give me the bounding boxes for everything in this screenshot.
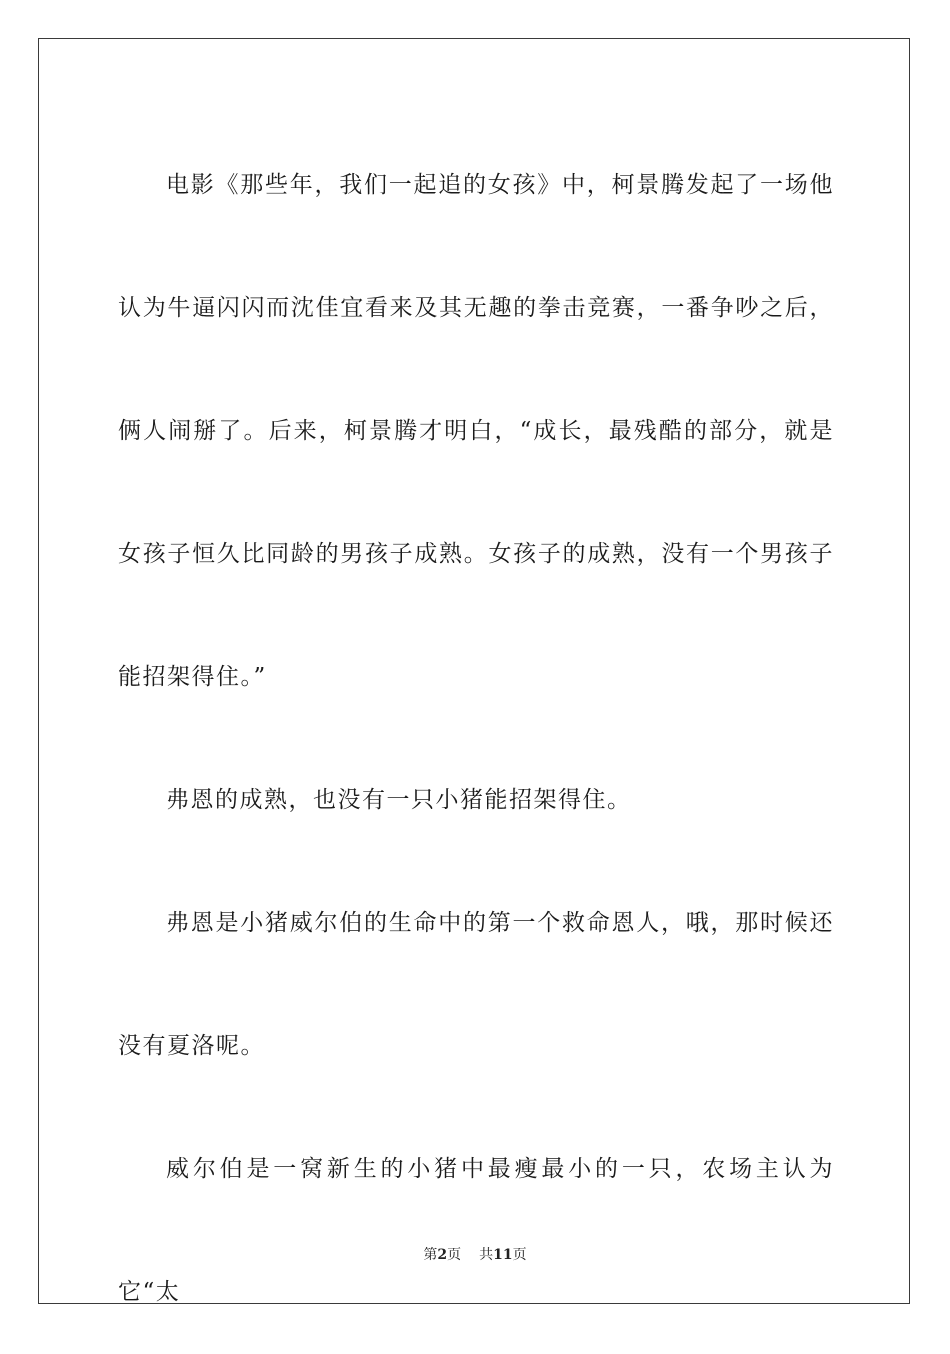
- total-label: [479, 1247, 526, 1263]
- total-prefix: 共: [479, 1247, 494, 1263]
- page-footer: [0, 1245, 950, 1265]
- page-label: [423, 1247, 461, 1263]
- page-suffix: 页: [447, 1247, 462, 1263]
- page-number: 2: [437, 1247, 448, 1263]
- document-body: [118, 124, 834, 1354]
- total-suffix: 页: [512, 1247, 527, 1263]
- paragraph-3: 弗恩是小猪威尔伯的生命中的第一个救命恩人，哦，那时候还没有夏洛呢。: [118, 910, 834, 1059]
- paragraph-4: 威尔伯是一窝新生的小猪中最瘦最小的一只，农场主认为它“太: [118, 1156, 834, 1305]
- paragraph-1: 电影《那些年，我们一起追的女孩》中，柯景腾发起了一场他认为牛逼闪闪而沈佳宜看来及其无趣的拳击竞赛，一番争吵之后，俩人闹掰了。后来，柯景腾才明白，“成长，最残酷的部分，就是女孩子恒久比同龄的男孩子成熟。女孩子的成熟，没有一个男孩子能招架得住。”: [118, 172, 834, 690]
- page-prefix: 第: [423, 1247, 438, 1263]
- total-pages: 11: [493, 1247, 513, 1263]
- paragraph-2: 弗恩的成熟，也没有一只小猪能招架得住。: [166, 787, 632, 813]
